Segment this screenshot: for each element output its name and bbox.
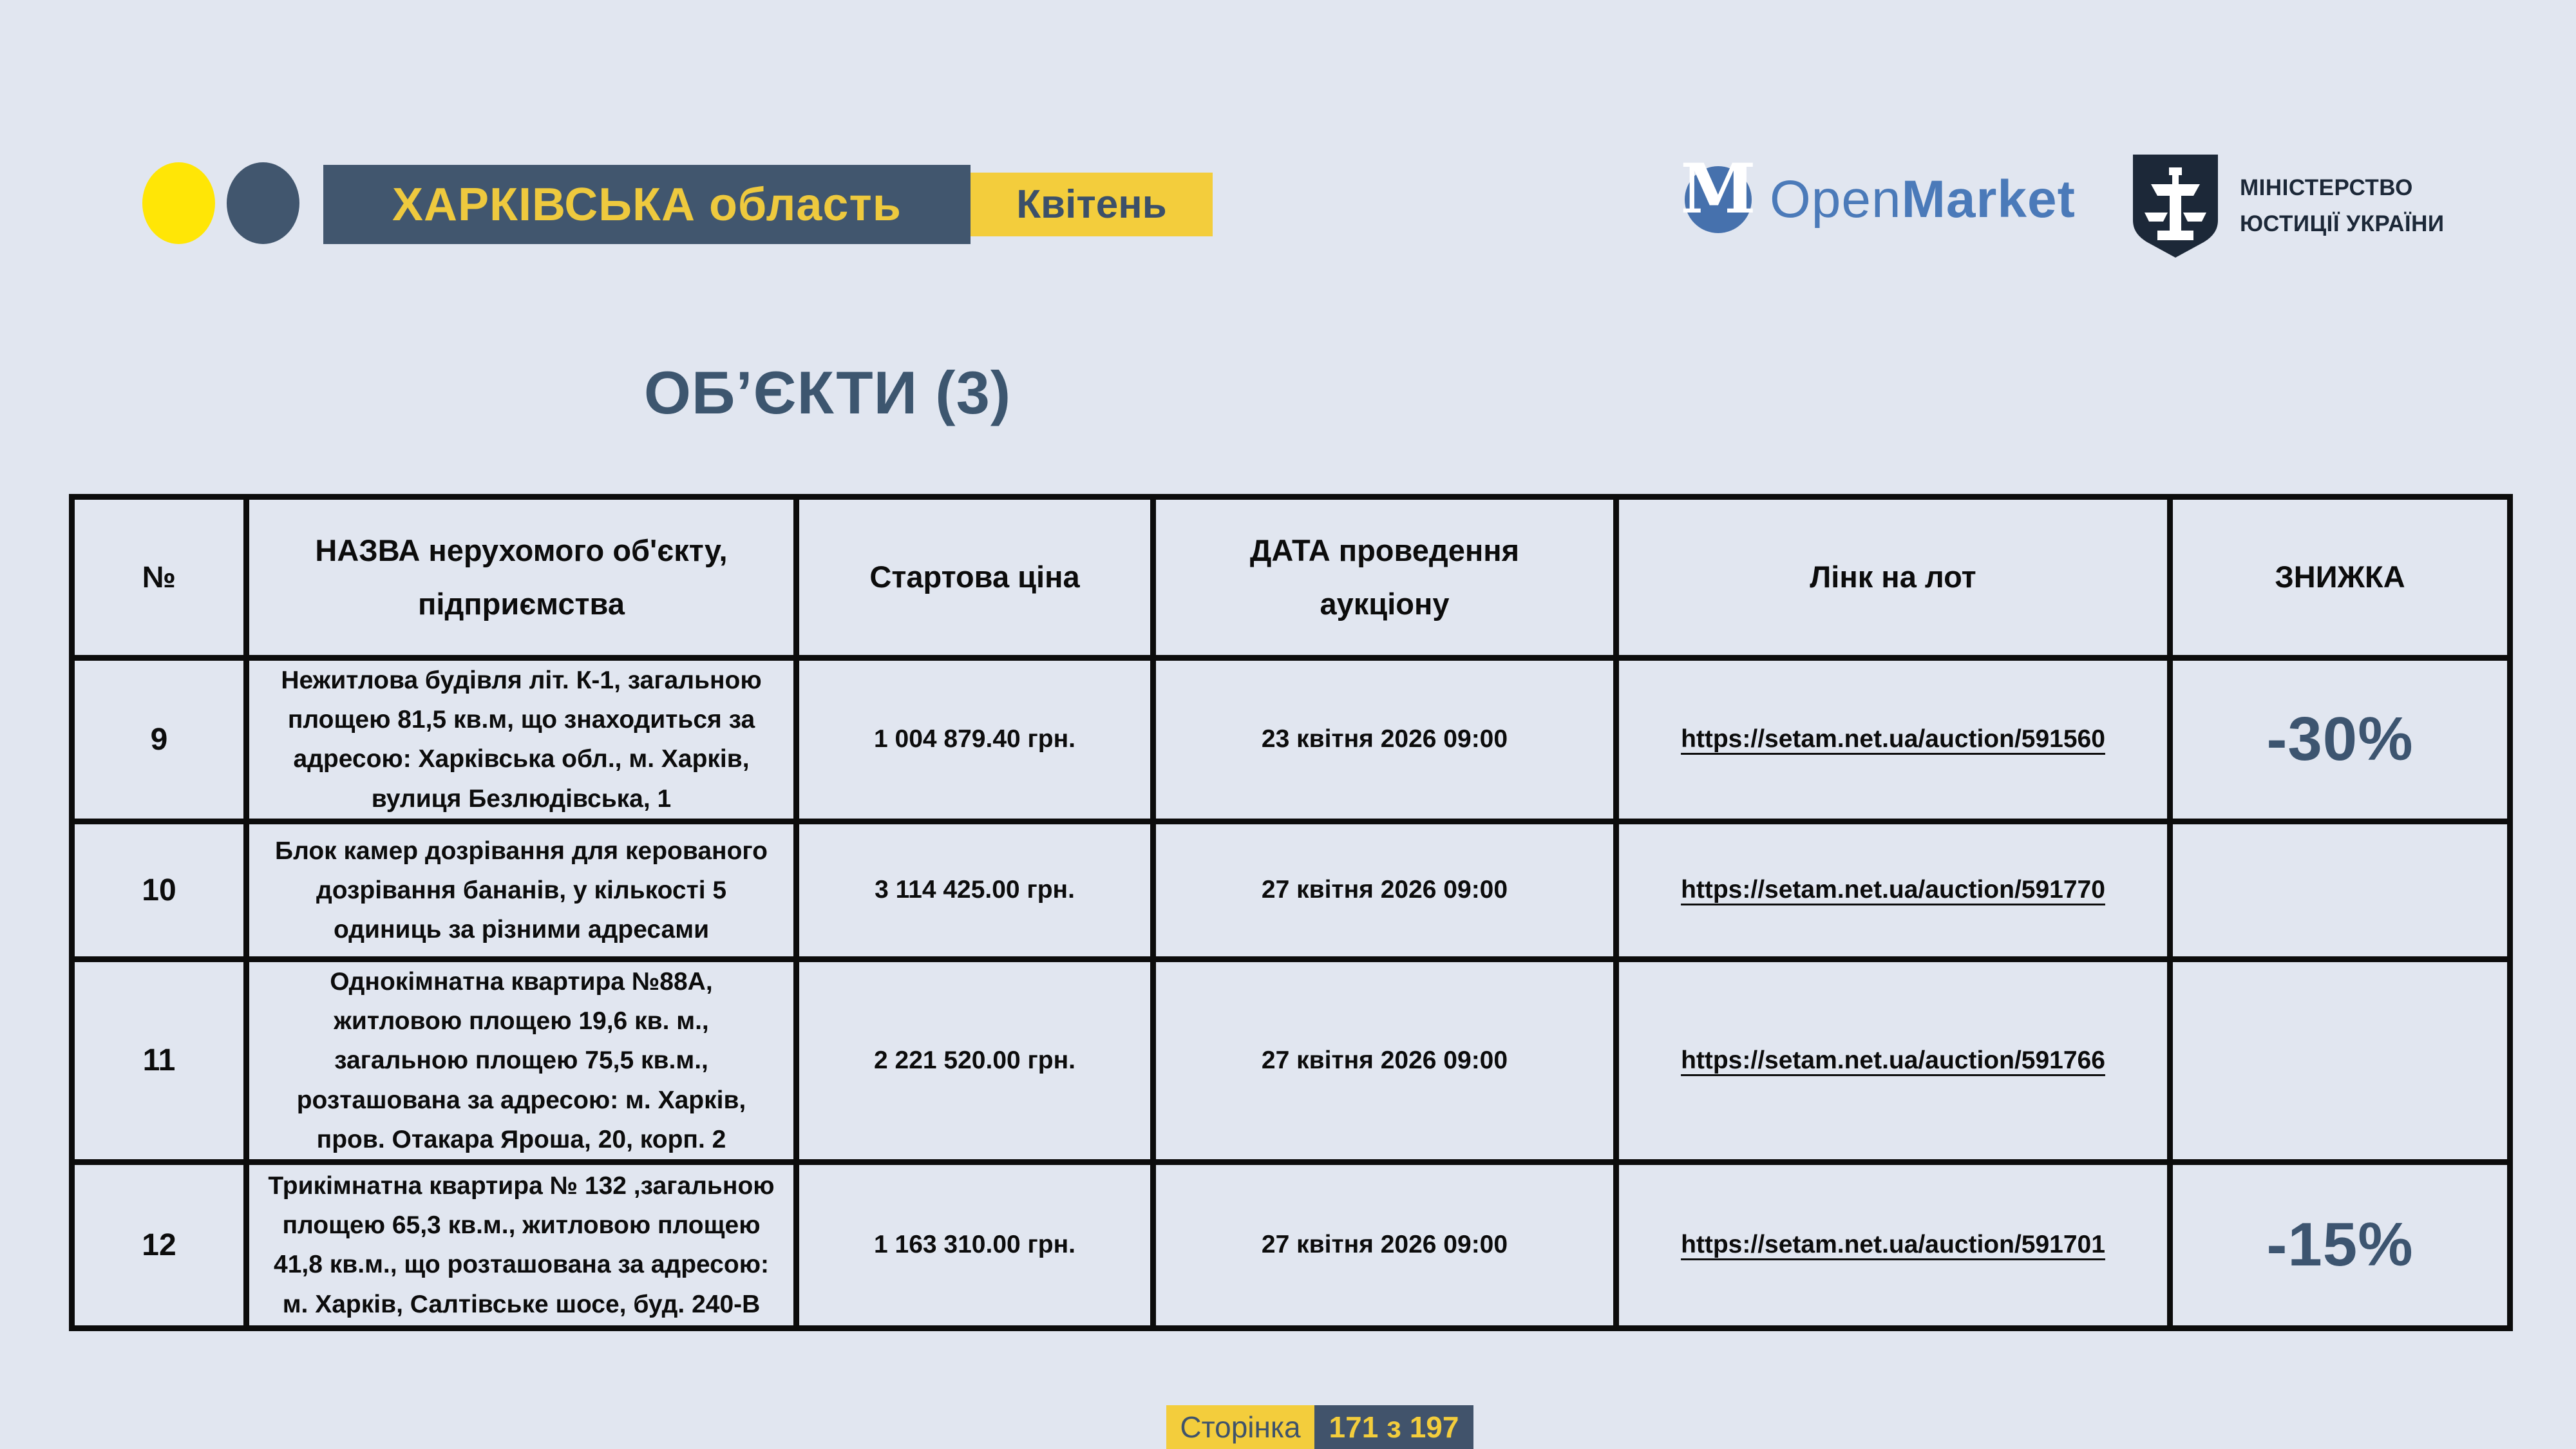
openmarket-monogram-letter: M [1680, 148, 1756, 229]
openmarket-word-open: Open [1770, 170, 1902, 229]
table-row [72, 959, 2510, 1162]
footer-page-label: Сторінка [1166, 1405, 1314, 1449]
cell-object-name: Нежитлова будівля літ. К-1, загальною площею 81,5 кв.м, що знаходиться за адресою: Харківська обл., м. Харків, вулиця Безлюдівська, 1 [247, 658, 797, 822]
col-header-auction-date: ДАТА проведення аукціону [1153, 497, 1616, 658]
cell-discount [2170, 959, 2510, 1162]
lot-link[interactable]: https://setam.net.ua/auction/591560 [1681, 725, 2105, 753]
cell-lot-link [1616, 1162, 2170, 1328]
logo-ministry-of-justice [2133, 155, 2445, 258]
footer-page-value: 171 з 197 [1314, 1405, 1473, 1449]
month-label: Квітень [1016, 182, 1167, 227]
cell-lot-link [1616, 959, 2170, 1162]
table-row [72, 658, 2510, 822]
cell-auction-date: 23 квітня 2026 09:00 [1153, 658, 1616, 822]
openmarket-monogram-icon [1680, 148, 1756, 233]
auction-lots-table [69, 494, 2513, 1331]
cell-auction-date: 27 квітня 2026 09:00 [1153, 821, 1616, 959]
region-label: ХАРКІВСЬКА область [392, 178, 902, 231]
page-title: ОБ’ЄКТИ (3) [643, 359, 1012, 426]
cell-discount: -30% [2170, 658, 2510, 822]
table-row [72, 1162, 2510, 1328]
cell-auction-date: 27 квітня 2026 09:00 [1153, 1162, 1616, 1328]
table-header-row [72, 497, 2510, 658]
lot-link[interactable]: https://setam.net.ua/auction/591770 [1681, 876, 2105, 904]
cell-lot-number: 11 [72, 959, 247, 1162]
month-banner [971, 173, 1213, 236]
region-banner [323, 165, 971, 244]
yellow-dot-icon [142, 162, 215, 244]
table-row [72, 821, 2510, 959]
cell-object-name: Блок камер дозрівання для керованого дозрівання бананів, у кількості 5 одиниць за різними адресами [247, 821, 797, 959]
cell-lot-link [1616, 821, 2170, 959]
cell-object-name: Однокімнатна квартира №88А, житловою площею 19,6 кв. м., загальною площею 75,5 кв.м., розташована за адресою: м. Харків, пров. Отакара Яроша, 20, корп. 2 [247, 959, 797, 1162]
cell-start-price: 2 221 520.00 грн. [797, 959, 1153, 1162]
col-header-name: НАЗВА нерухомого об'єкту, підприємства [247, 497, 797, 658]
ministry-name-line2: ЮСТИЦІЇ УКРАЇНИ [2240, 211, 2445, 236]
cell-start-price: 3 114 425.00 грн. [797, 821, 1153, 959]
cell-lot-number: 10 [72, 821, 247, 959]
openmarket-word-market: Market [1901, 170, 2076, 229]
table-body [72, 658, 2510, 1329]
cell-discount: -15% [2170, 1162, 2510, 1328]
cell-start-price: 1 163 310.00 грн. [797, 1162, 1153, 1328]
ministry-name-line1: МІНІСТЕРСТВО [2240, 175, 2413, 200]
logo-openmarket [1680, 148, 2076, 233]
cell-object-name: Трикімнатна квартира № 132 ,загальною площею 65,3 кв.м., житловою площею 41,8 кв.м., що розташована за адресою: м. Харків, Салтівське шосе, буд. 240-В [247, 1162, 797, 1328]
cell-lot-number: 12 [72, 1162, 247, 1328]
cell-discount [2170, 821, 2510, 959]
cell-lot-link [1616, 658, 2170, 822]
cell-start-price: 1 004 879.40 грн. [797, 658, 1153, 822]
col-header-start-price: Стартова ціна [797, 497, 1153, 658]
cell-lot-number: 9 [72, 658, 247, 822]
cell-auction-date: 27 квітня 2026 09:00 [1153, 959, 1616, 1162]
lot-link[interactable]: https://setam.net.ua/auction/591766 [1681, 1046, 2105, 1074]
ministry-shield-scales-icon [2133, 155, 2218, 258]
col-header-num: № [72, 497, 247, 658]
lot-link[interactable]: https://setam.net.ua/auction/591701 [1681, 1231, 2105, 1259]
navy-dot-icon [227, 162, 299, 244]
col-header-discount: ЗНИЖКА [2170, 497, 2510, 658]
ministry-name [2240, 170, 2445, 242]
openmarket-wordmark [1770, 169, 2076, 230]
col-header-lot-link: Лінк на лот [1616, 497, 2170, 658]
